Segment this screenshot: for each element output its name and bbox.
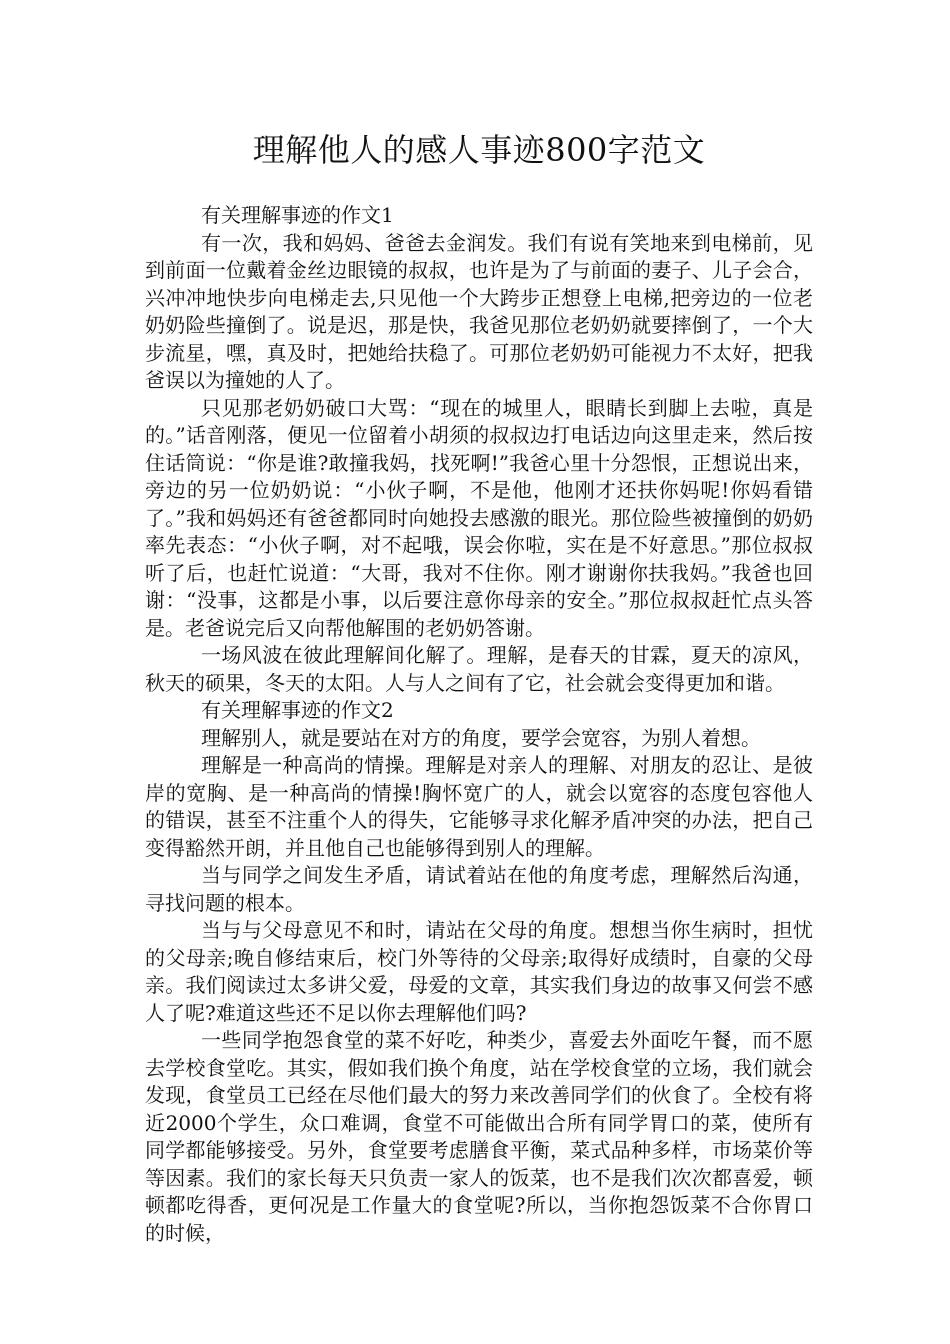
paragraph: 一些同学抱怨食堂的菜不好吃，种类少，喜爱去外面吃午餐，而不愿去学校食堂吃。其实，假如我们换个角度，站在学校食堂的立场，我们就会发现，食堂员工已经在尽他们最大的努力来改善同学们的伙食了。全校有将近2000个学生，众口难调，食堂不可能做出合所有同学胃口的菜，使所有同学都能够接受。另外，食堂要考虑膳食平衡，菜式品种多样，市场菜价等等因素。我们的家长每天只负责一家人的饭菜，也不是我们次次都喜爱，顿顿都吃得香，更何况是工作量大的食堂呢?所以，当你抱怨饭菜不合你胃口的时候，	[145, 1028, 813, 1245]
paragraph: 有一次，我和妈妈、爸爸去金润发。我们有说有笑地来到电梯前，见到前面一位戴着金丝边眼镜的叔叔，也许是为了与前面的妻子、儿子会合，兴冲冲地快步向电梯走去,只见他一个大跨步正想登上电梯,把旁边的一位老奶奶险些撞倒了。说是迟，那是快，我爸见那位老奶奶就要摔倒了，一个大步流星，嘿，真及时，把她给扶稳了。可那位老奶奶可能视力不太好，把我爸误以为撞她的人了。	[145, 230, 813, 392]
paragraph: 一场风波在彼此理解间化解了。理解，是春天的甘霖，夏天的凉风，秋天的硕果，冬天的太阳。人与人之间有了它，社会就会变得更加和谐。	[145, 643, 813, 695]
section-heading: 有关理解事迹的作文1	[201, 203, 394, 227]
document-body	[145, 202, 813, 1247]
paragraph: 只见那老奶奶破口大骂：“现在的城里人，眼睛长到脚上去啦，真是的。”话音刚落，便见一位留着小胡须的叔叔边打电话边向这里走来，然后按住话筒说：“你是谁?敢撞我妈，找死啊!”我爸心里十分怨恨，正想说出来，旁边的另一位奶奶说：“小伙子啊，不是他，他刚才还扶你妈呢!你妈看错了。”我和妈妈还有爸爸都同时向她投去感激的眼光。那位险些被撞倒的奶奶率先表态：“小伙子啊，对不起哦，误会你啦，实在是不好意思。”那位叔叔听了后，也赶忙说道：“大哥，我对不住你。刚才谢谢你扶我妈。”我爸也回谢：“没事，这都是小事，以后要注意你母亲的安全。”那位叔叔赶忙点头答是。老爸说完后又向帮他解围的老奶奶答谢。	[145, 395, 813, 640]
document-page	[145, 128, 813, 1247]
document-title: 理解他人的感人事迹800字范文	[252, 131, 706, 169]
paragraph: 当与与父母意见不和时，请站在父母的角度。想想当你生病时，担忧的父母亲;晚自修结束后，校门外等待的父母亲;取得好成绩时，自豪的父母亲。我们阅读过太多讲父爱，母爱的文章，其实我们身边的故事又何尝不感人了呢?难道这些还不足以你去理解他们吗?	[145, 918, 813, 1025]
section-heading: 有关理解事迹的作文2	[201, 698, 394, 722]
paragraph: 理解是一种高尚的情操。理解是对亲人的理解、对朋友的忍让、是彼岸的宽胸、是一种高尚的情操!胸怀宽广的人，就会以宽容的态度包容他人的错误，甚至不注重个人的得失，它能够寻求化解矛盾冲突的办法，把自己变得豁然开朗，并且他自己也能够得到别人的理解。	[145, 753, 813, 860]
paragraph: 理解别人，就是要站在对方的角度，要学会宽容，为别人着想。	[201, 725, 761, 750]
paragraph: 当与同学之间发生矛盾，请试着站在他的角度考虑，理解然后沟通，寻找问题的根本。	[145, 863, 813, 915]
